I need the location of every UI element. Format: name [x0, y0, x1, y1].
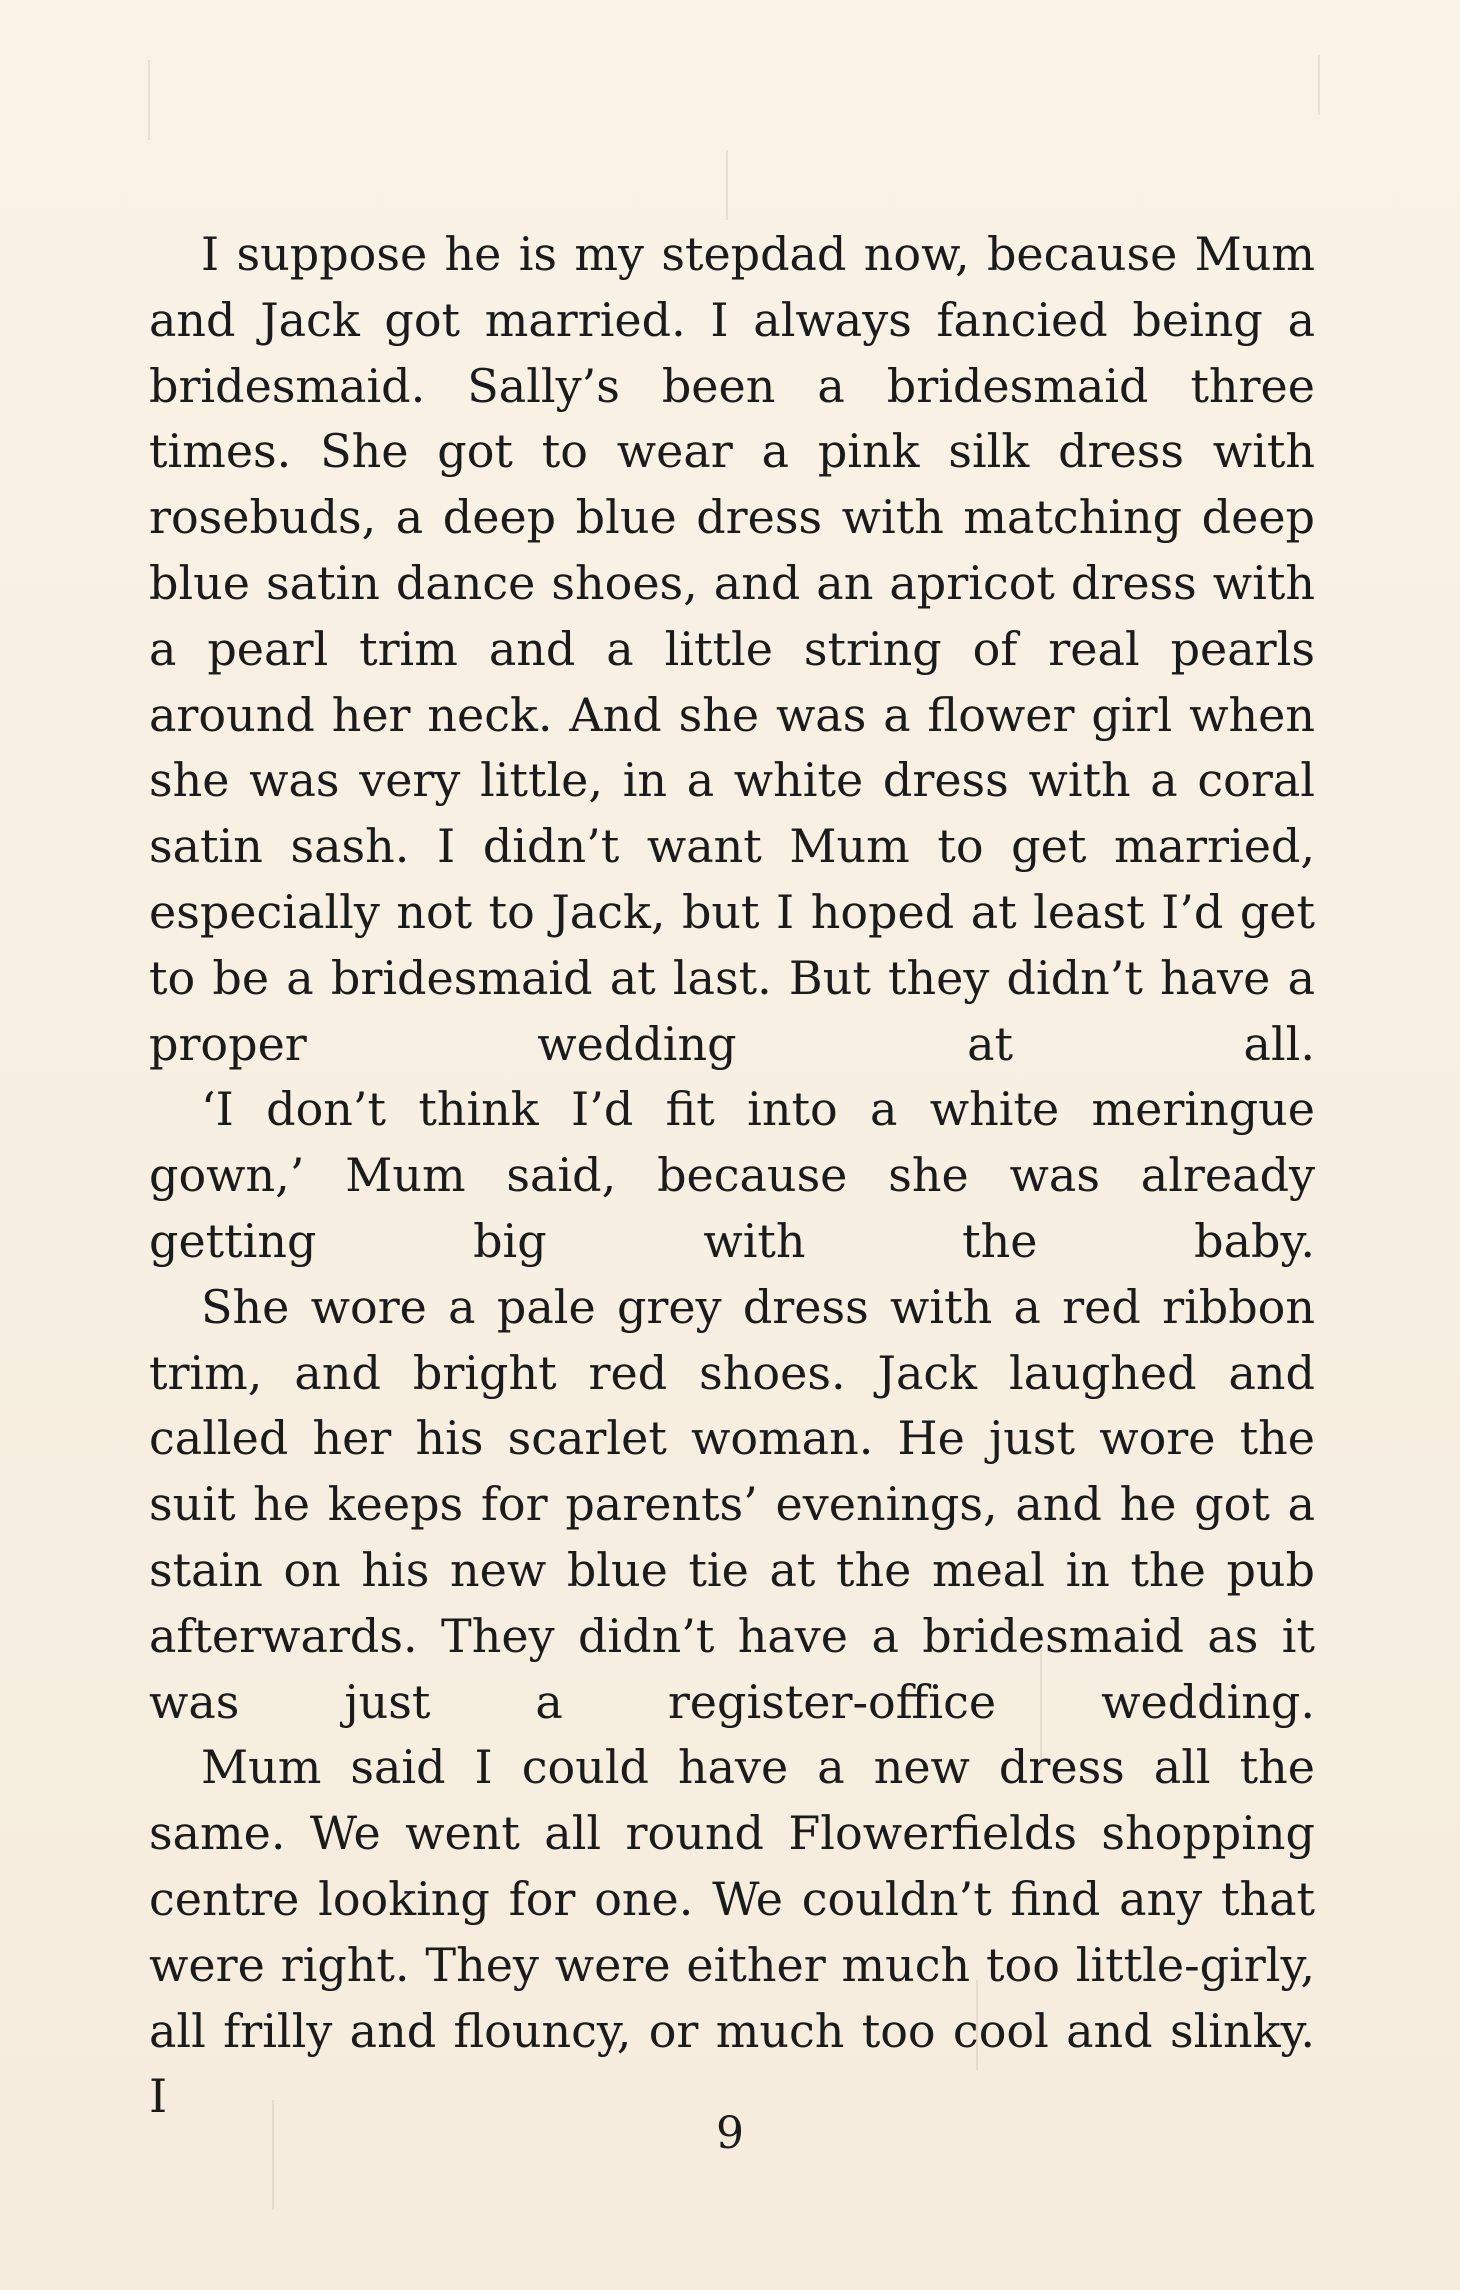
- paragraph: ‘I don’t think I’d fit into a white meringue gown,’ Mum said, because she was already getting big with the baby.: [149, 1082, 1315, 1268]
- show-through-mark: [148, 60, 150, 140]
- paragraph: Mum said I could have a new dress all the same. We went all round Flowerfields shopping centre looking for one. We couldn’t find any that were right. They were either much too little-girly, all frilly and flouncy, or much too cool and slinky. I: [149, 1740, 1315, 2124]
- paragraph: I suppose he is my stepdad now, because Mum and Jack got married. I always fancied being a bridesmaid. Sally’s been a bridesmaid three times. She got to wear a pink silk dress with rosebuds, a deep blue dress with matching deep blue satin dance shoes, and an apricot dress with a pearl trim and a little string of real pearls around her neck. And she was a flower girl when she was very little, in a white dress with a coral satin sash. I didn’t want Mum to get married, especially not to Jack, but I hoped at least I’d get to be a bridesmaid at last. But they didn’t have a proper wedding at all.: [149, 227, 1315, 1071]
- show-through-mark: [726, 150, 728, 220]
- show-through-mark: [1318, 55, 1320, 115]
- paragraph: She wore a pale grey dress with a red ribbon trim, and bright red shoes. Jack laughed and called her his scarlet woman. He just wore the suit he keeps for parents’ evenings, and he got a stain on his new blue tie at the meal in the pub afterwards. They didn’t have a bridesmaid as it was just a register-office wedding.: [149, 1279, 1315, 1729]
- page-number: 9: [716, 2108, 744, 2159]
- body-text: [149, 222, 1315, 2130]
